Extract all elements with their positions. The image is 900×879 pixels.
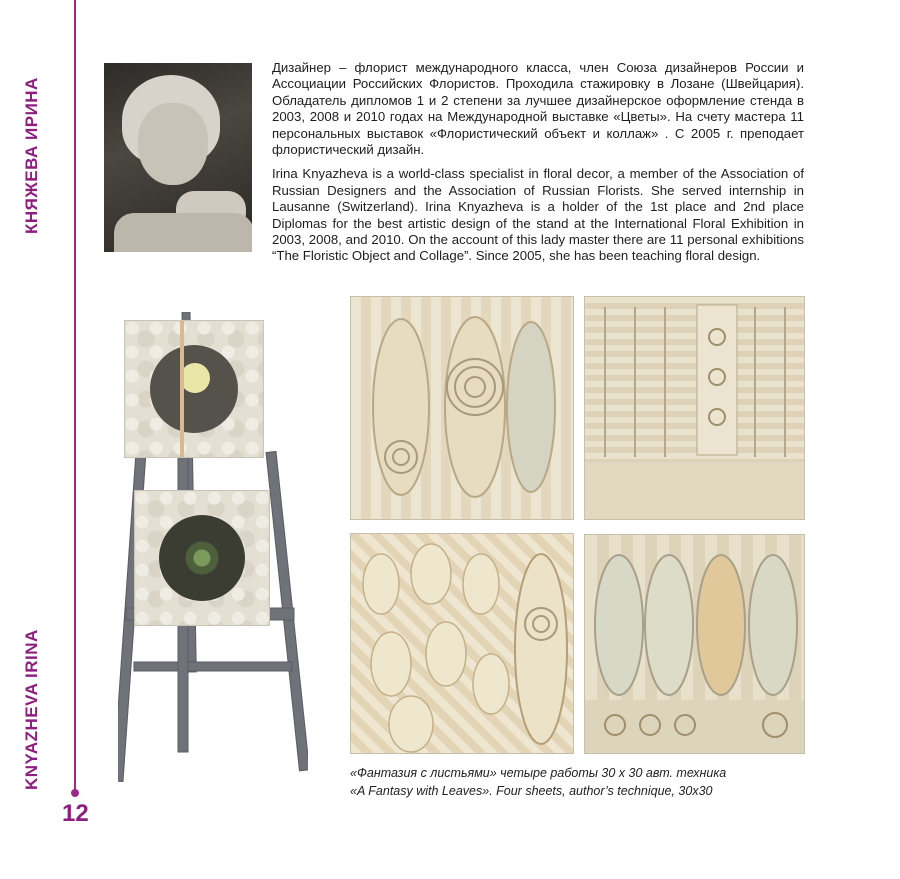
leaf-shapes (351, 297, 573, 519)
four-leaves (585, 535, 804, 753)
easel-photo (118, 312, 308, 782)
artwork-board-top (124, 320, 264, 458)
author-name-ru: КНЯЖЕВА ИРИНА (22, 77, 41, 234)
biography-ru: Дизайнер – флорист международного класса, член Союза дизайнеров России и Ассоциации Российских Флористов. Проходила стажировку в Лозане (Швейцария). Обладатель дипломов 1 и 2 степени за лучшее дизайнерское оформление стенда в 2003, 2008 и 2010 годах на Международной выставке «Цветы». На счету мастера 11 персональных выставок «Флористический объект и коллаж» . С 2005 г. преподает флористический дизайн. (272, 60, 804, 158)
side-band (0, 0, 90, 879)
rule-end-dot (71, 789, 79, 797)
page-number: 12 (62, 800, 89, 827)
author-portrait (104, 63, 252, 252)
artwork-leaves-2 (584, 296, 805, 520)
succulents (175, 531, 229, 585)
fern-pattern (585, 297, 804, 519)
artwork-board-bottom (134, 490, 270, 626)
caption-ru: «Фантазия с листьями» четыре работы 30 х 30 авт. техника (350, 766, 727, 780)
portrait-arms (114, 213, 252, 252)
portrait-face (138, 103, 208, 185)
artwork-leaves-3 (350, 533, 574, 754)
biography (272, 60, 804, 273)
author-name-en: KNYAZHEVA IRINA (22, 629, 41, 790)
artwork-leaves-1 (350, 296, 574, 520)
bead-string (180, 321, 184, 457)
leaf-field (351, 534, 573, 753)
orchid-flowers (180, 363, 210, 393)
vertical-rule (74, 0, 76, 790)
caption-en: «A Fantasy with Leaves». Four sheets, author’s technique, 30x30 (350, 784, 713, 798)
artwork-leaves-4 (584, 534, 805, 754)
biography-en: Irina Knyazheva is a world-class specialist in floral decor, a member of the Association of Russian Designers and the Association of Russian Florists. She served internship in Lausanne (Switzerland). Irina Knyazheva is a holder of the 1st place and 2nd place Diplomas for the best artistic design of the stand at the International Floral Exhibition in 2003, 2008, and 2010. On the account of this lady master there are 11 personal exhibitions “The Floristic Object and Collage”. Since 2005, she has been teaching floral design. (272, 166, 804, 264)
